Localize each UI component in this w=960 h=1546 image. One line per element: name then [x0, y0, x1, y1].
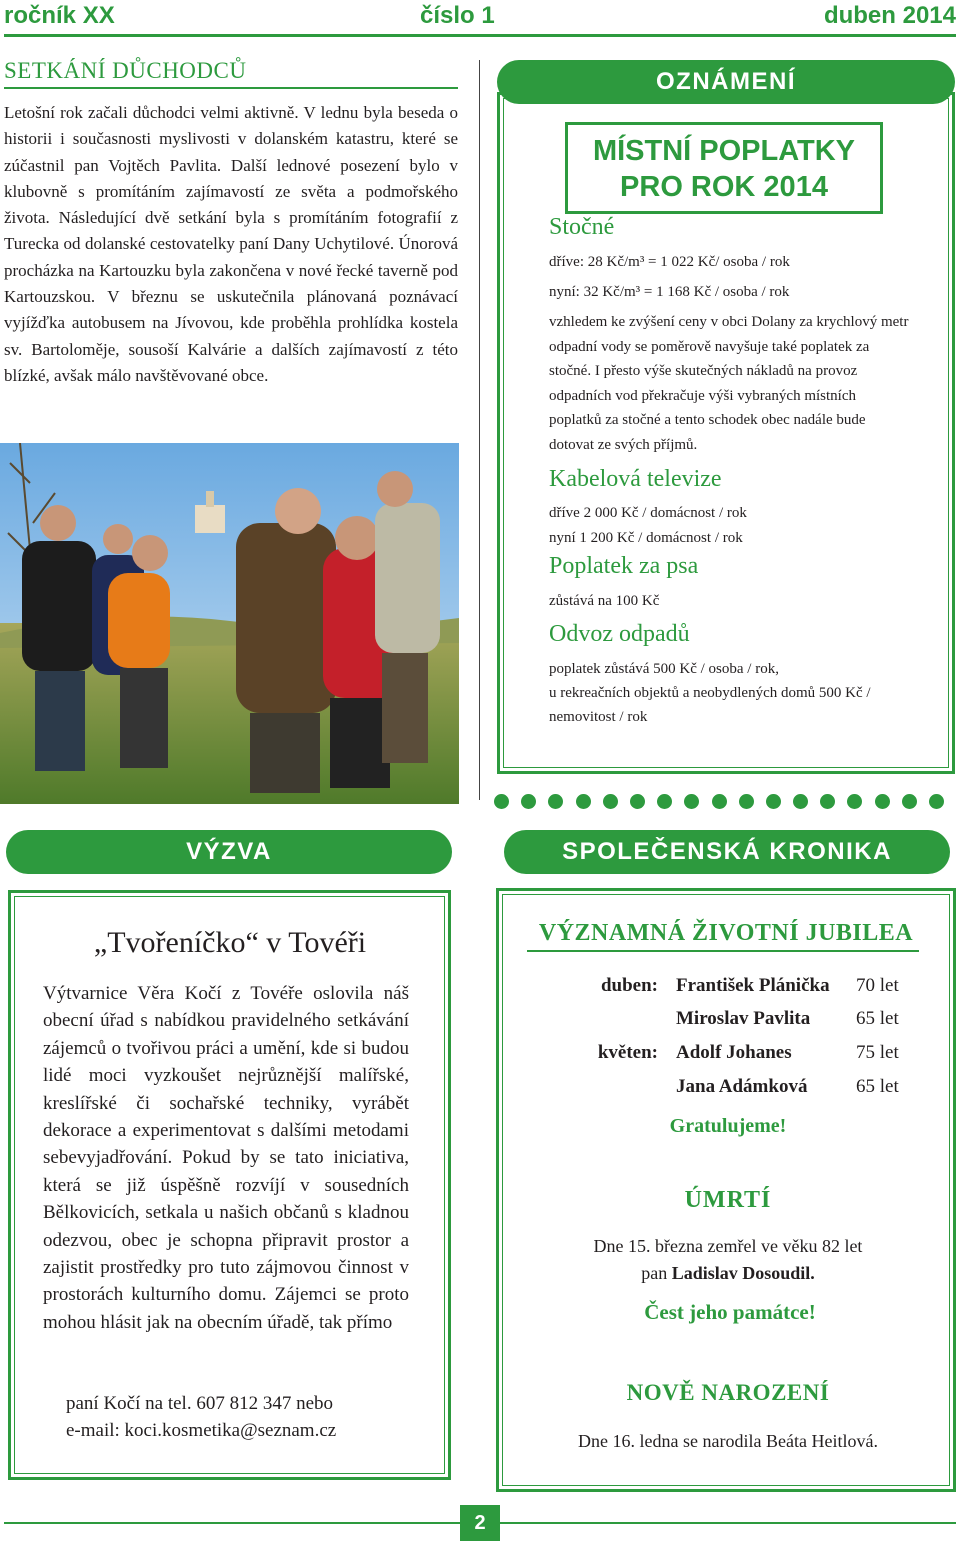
dot [684, 794, 699, 809]
dot [875, 794, 890, 809]
challenge-title: „Tvořeníčko“ v Tovéři [93, 926, 367, 959]
waste-line2: u rekreačních objektů a neobydlených domů 500 Kč / [549, 685, 871, 701]
death-title: ÚMRTÍ [684, 1187, 772, 1213]
dot [847, 794, 862, 809]
dot [603, 794, 618, 809]
chronicle-pill: SPOLEČENSKÁ KRONIKA [504, 830, 950, 874]
jubilee-rule [527, 950, 919, 952]
stocne-heading: Stočné [549, 214, 615, 240]
dot [657, 794, 672, 809]
challenge-text: Výtvarnice Věra Kočí z Tovéře oslovila náš obecní úřad s nabídkou pravidelného setkávání zájemců o tvořivou práci a umění, kde si budou lidé moci vyzkoušet nejrůznější malířské, kreslířské či sochařské techniky, vyrábět dekorace a experimentovat s dalšími metodami sebevyjadřování. Pokud by se tato iniciativa, která se již úspěšně rozvíjí v sousedních Bělkovicích, setkala u našich občanů s kladnou odezvou, obec je schopna připravit prostor a zajistit prostředky pro tuto zájmovou činnost v prostorách kulturního domu. Zájemci se proto mohou hlásit jak na obecním úřadě, tak přímo [43, 983, 409, 1333]
notice-title-line2: PRO ROK 2014 [620, 171, 828, 203]
page-number: 2 [460, 1505, 500, 1541]
waste-heading: Odvoz odpadů [549, 621, 690, 647]
dog-heading: Poplatek za psa [549, 553, 699, 579]
jubilee-title: VÝZNAMNÁ ŽIVOTNÍ JUBILEA [538, 920, 914, 946]
column-divider [479, 60, 480, 800]
dot [548, 794, 563, 809]
challenge-pill: VÝZVA [6, 830, 452, 874]
tv-before: dříve 2 000 Kč / domácnost / rok [549, 505, 747, 521]
jubilee-name: Miroslav Pavlita [676, 1008, 811, 1029]
seniors-text: Letošní rok začali důchodci velmi aktivně. V lednu byla beseda o historii i současnosti myslivosti v dolanském katastru, které se zúčastnil pan Vojtěch Pavlita. Další lednové posezení bylo v klubovně s promítáním zajímavostí ze světa a podmořského života. Následující dvě setkání byla s promítáním fotografií z Turecka od dolanské cestovatelky paní Dany Uchytilové. Únorová procházka na Kartouzku byla zakončena v nové řecké taverně pod Kartouzskou. V březnu se uskutečnila plánovaná poznávací vyjížďka autobusem na Jívovou, kde proběhla prohlídka kostela sv. Bartoloměje, sousoší Kalvárie a dalších zajímavostí z této blízké, avšak málo navštěvované obce. [4, 103, 458, 385]
honor-text: Čest jeho památce! [644, 1300, 816, 1324]
tv-heading: Kabelová televize [549, 466, 722, 492]
challenge-contact-email: e-mail: koci.kosmetika@seznam.cz [66, 1420, 337, 1441]
jubilee-month: květen: [597, 1042, 658, 1063]
birth-title: NOVĚ NAROZENÍ [626, 1380, 830, 1405]
stocne-note: vzhledem ke zvýšení ceny v obci Dolany za krychlový metr odpadní vody se poměrově navyšuje také poplatek za stočné. I přesto výše skutečných nákladů na provoz odpadních vod překračuje výši vybraných místních poplatků za stočné a tento schodek obec nadále bude dotovat ze svých příjmů. [549, 314, 909, 453]
dot [521, 794, 536, 809]
notice-pill: OZNÁMENÍ [497, 60, 955, 104]
dot [766, 794, 781, 809]
dot [494, 794, 509, 809]
jubilee-age: 65 let [856, 1076, 899, 1097]
jubilee-name: Adolf Johanes [676, 1042, 792, 1063]
waste-line1: poplatek zůstává 500 Kč / osoba / rok, [549, 661, 779, 677]
tv-now: nyní 1 200 Kč / domácnost / rok [549, 530, 743, 546]
challenge-contact-phone: paní Kočí na tel. 607 812 347 nebo [66, 1393, 334, 1414]
header-rule [4, 34, 956, 37]
death-name-line [520, 1263, 936, 1284]
jubilee-age: 75 let [856, 1042, 899, 1063]
dot [576, 794, 591, 809]
dot [820, 794, 835, 809]
stocne-now: nyní: 32 Kč/m³ = 1 168 Kč / osoba / rok [549, 284, 790, 300]
waste-line3: nemovitost / rok [549, 709, 648, 725]
jubilee-age: 65 let [856, 1008, 899, 1029]
notice-title-line1: MÍSTNÍ POPLATKY [592, 135, 856, 167]
jubilee-name: František Plánička [676, 975, 830, 996]
congrats-text: Gratulujeme! [669, 1115, 787, 1137]
stocne-before: dříve: 28 Kč/m³ = 1 022 Kč/ osoba / rok [549, 254, 790, 270]
jubilee-month: duben: [600, 975, 658, 996]
group-photo [0, 443, 459, 804]
dot [793, 794, 808, 809]
notice-title [565, 122, 883, 214]
dot [630, 794, 645, 809]
death-name: Ladislav Dosoudil. [671, 1263, 815, 1283]
volume-label: ročník XX [4, 2, 115, 29]
seniors-rule [4, 87, 458, 89]
birth-text: Dne 16. ledna se narodila Beáta Heitlová. [578, 1431, 878, 1451]
dot [712, 794, 727, 809]
dot [739, 794, 754, 809]
date-label: duben 2014 [823, 2, 956, 29]
death-line: Dne 15. března zemřel ve věku 82 let [593, 1236, 863, 1256]
jubilee-name: Jana Adámková [676, 1076, 808, 1097]
dot [902, 794, 917, 809]
dot-separator [494, 794, 944, 812]
dot [929, 794, 944, 809]
death-prefix: pan [641, 1263, 668, 1283]
issue-label: číslo 1 [420, 2, 495, 29]
seniors-title: SETKÁNÍ DŮCHODCŮ [4, 58, 247, 83]
jubilee-age: 70 let [856, 975, 899, 996]
dog-text: zůstává na 100 Kč [549, 593, 660, 609]
